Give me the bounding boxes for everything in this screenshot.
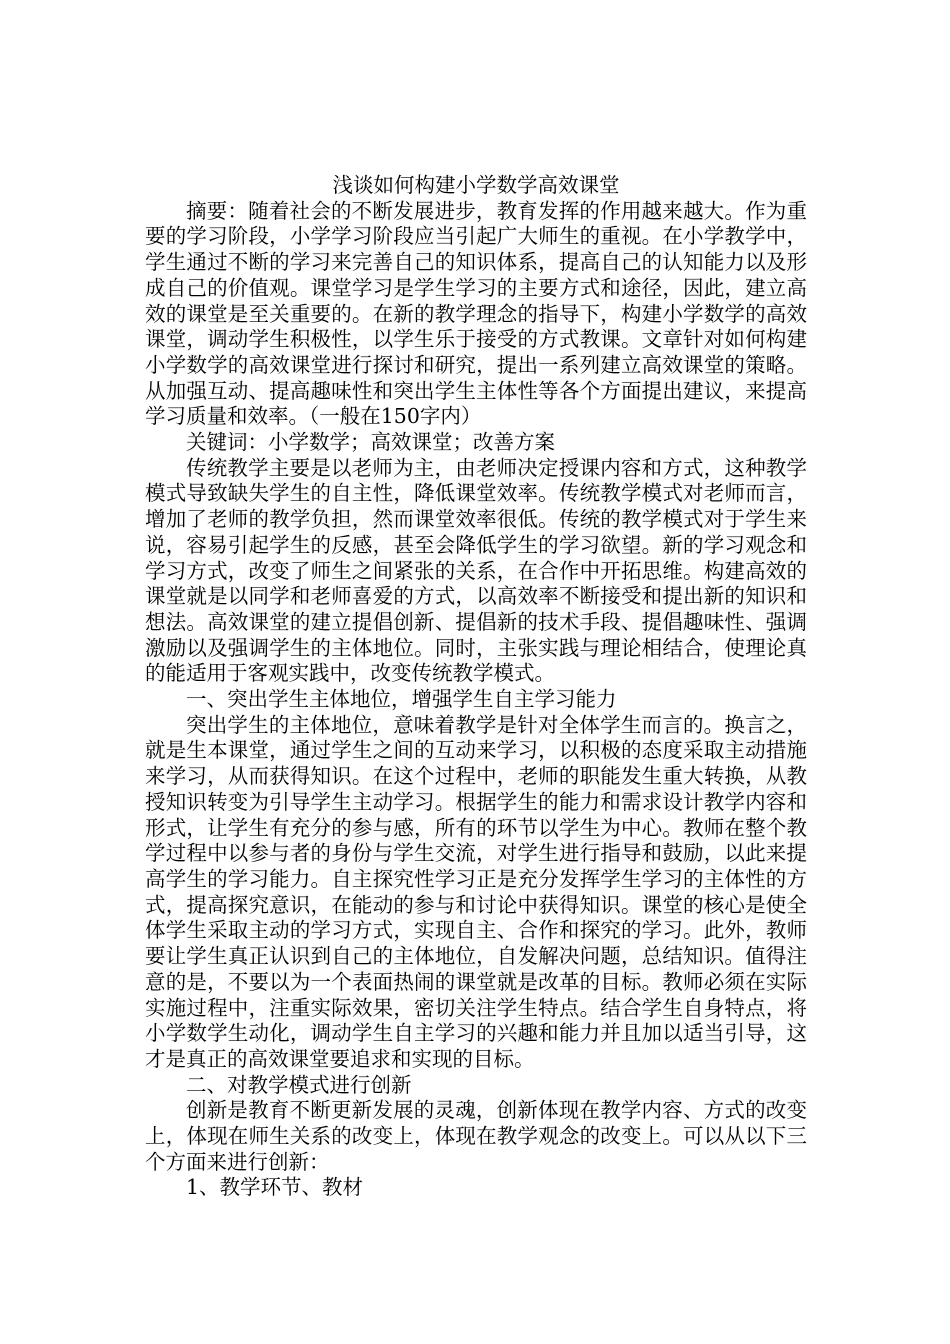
document-page	[145, 173, 807, 1201]
subsection-1-heading: 1、教学环节、教材	[186, 1175, 364, 1200]
section-1-heading: 一、突出学生主体地位，增强学生自主学习能力	[186, 687, 617, 712]
section-2-heading: 二、对教学模式进行创新	[186, 1072, 412, 1097]
intro-paragraph: 传统教学主要是以老师为主，由老师决定授课内容和方式，这种教学模式导致缺失学生的自主性，降低课堂效率。传统教学模式对老师而言，增加了老师的教学负担，然而课堂效率很低。传统的教学模式对于学生来说，容易引起学生的反感，甚至会降低学生的学习欲望。新的学习观念和学习方式，改变了师生之间紧张的关系，在合作中开拓思维。构建高效的课堂就是以同学和老师喜爱的方式，以高效率不断接受和提出新的知识和想法。高效课堂的建立提倡创新、提倡新的技术手段、提倡趣味性、强调激励以及强调学生的主体地位。同时，主张实践与理论相结合，使理论真的能适用于客观实践中，改变传统教学模式。	[145, 455, 807, 686]
document-title: 浅谈如何构建小学数学高效课堂	[332, 173, 620, 197]
section-1-paragraph: 突出学生的主体地位，意味着教学是针对全体学生而言的。换言之，就是生本课堂，通过学生之间的互动来学习，以积极的态度采取主动措施来学习，从而获得知识。在这个过程中，老师的职能发生重大转换，从教授知识转变为引导学生主动学习。根据学生的能力和需求设计教学内容和形式，让学生有充分的参与感，所有的环节以学生为中心。教师在整个教学过程中以参与者的身份与学生交流，对学生进行指导和鼓励，以此来提高学生的学习能力。自主探究性学习正是充分发挥学生学习的主体性的方式，提高探究意识，在能动的参与和讨论中获得知识。课堂的核心是使全体学生采取主动的学习方式，实现自主、合作和探究的学习。此外，教师要让学生真正认识到自己的主体地位，自发解决问题，总结知识。值得注意的是，不要以为一个表面热闹的课堂就是改革的目标。教师必须在实际实施过程中，注重实际效果，密切关注学生特点。结合学生自身特点，将小学数学生动化，调动学生自主学习的兴趣和能力并且加以适当引导，这才是真正的高效课堂要追求和实现的目标。	[145, 712, 807, 1071]
section-2-paragraph: 创新是教育不断更新发展的灵魂，创新体现在教学内容、方式的改变上，体现在师生关系的改变上，体现在教学观念的改变上。可以从以下三个方面来进行创新：	[145, 1098, 807, 1174]
keywords-line: 关键词：小学数学；高效课堂；改善方案	[186, 430, 555, 455]
abstract-paragraph: 摘要：随着社会的不断发展进步，教育发挥的作用越来越大。作为重要的学习阶段，小学学习阶段应当引起广大师生的重视。在小学教学中，学生通过不断的学习来完善自己的知识体系，提高自己的认知能力以及形成自己的价值观。课堂学习是学生学习的主要方式和途径，因此，建立高效的课堂是至关重要的。在新的教学理念的指导下，构建小学数学的高效课堂，调动学生积极性，以学生乐于接受的方式教课。文章针对如何构建小学数学的高效课堂进行探讨和研究，提出一系列建立高效课堂的策略。从加强互动、提高趣味性和突出学生主体性等各个方面提出建议，来提高学习质量和效率。（一般在150字内）	[145, 198, 807, 429]
